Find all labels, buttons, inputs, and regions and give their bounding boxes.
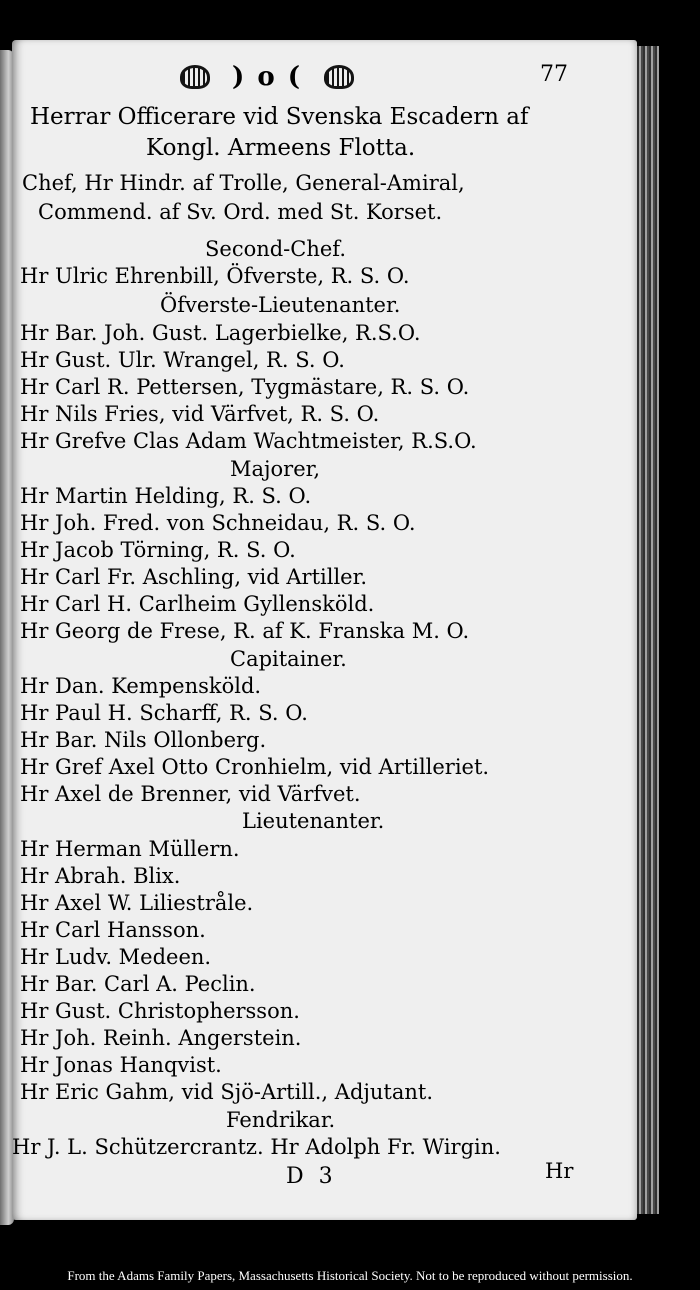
roster-line: Hr Gust. Christophersson. bbox=[20, 999, 300, 1023]
roster-line: Hr Eric Gahm, vid Sjö-Artill., Adjutant. bbox=[20, 1080, 434, 1104]
roster-line: Hr Carl R. Pettersen, Tygmästare, R. S. O. bbox=[20, 375, 470, 399]
page-title-line-1: Herrar Officerare vid Svenska Escadern af bbox=[30, 104, 529, 130]
roster-line: Chef, Hr Hindr. af Trolle, General-Amiral, bbox=[22, 171, 465, 195]
catchword: Hr bbox=[545, 1159, 574, 1183]
roster-line: Hr Ulric Ehrenbill, Öfverste, R. S. O. bbox=[20, 264, 410, 288]
roster-line: Hr Carl H. Carlheim Gyllensköld. bbox=[20, 592, 375, 616]
roster-line: Hr Abrah. Blix. bbox=[20, 864, 181, 888]
page-number: 77 bbox=[540, 62, 568, 87]
roster-line: Hr Axel de Brenner, vid Värfvet. bbox=[20, 782, 361, 806]
rank-heading: Second-Chef. bbox=[205, 237, 347, 261]
roster-line: Hr Bar. Nils Ollonberg. bbox=[20, 728, 267, 752]
rank-heading: Majorer, bbox=[230, 457, 321, 481]
roster-line: Hr Nils Fries, vid Värfvet, R. S. O. bbox=[20, 402, 380, 426]
roster-line: Hr Jonas Hanqvist. bbox=[20, 1053, 222, 1077]
roster-line: Hr Martin Helding, R. S. O. bbox=[20, 484, 312, 508]
roster-line: Hr Paul H. Scharff, R. S. O. bbox=[20, 701, 308, 725]
roster-line: Hr Dan. Kempensköld. bbox=[20, 674, 262, 698]
page-title-line-2: Kongl. Armeens Flotta. bbox=[146, 135, 416, 161]
roster-line: Hr Bar. Joh. Gust. Lagerbielke, R.S.O. bbox=[20, 321, 421, 345]
signature-mark: D 3 bbox=[286, 1164, 337, 1189]
archive-footer-note: From the Adams Family Papers, Massachusetts Historical Society. Not to be reproduced without permission. bbox=[67, 1268, 633, 1283]
rank-heading: Capitainer. bbox=[230, 647, 347, 671]
roster-line: Commend. af Sv. Ord. med St. Korset. bbox=[38, 200, 443, 224]
roster-line: Hr Axel W. Liliestråle. bbox=[20, 891, 254, 915]
roster-line: Hr Gref Axel Otto Cronhielm, vid Artilleriet. bbox=[20, 755, 490, 779]
roster-line: Hr Jacob Törning, R. S. O. bbox=[20, 538, 296, 562]
roster-line: Hr Grefve Clas Adam Wachtmeister, R.S.O. bbox=[20, 429, 477, 453]
roster-line: Hr Herman Müllern. bbox=[20, 837, 240, 861]
shell-ornament-icon bbox=[180, 65, 210, 89]
roster-line: Hr Gust. Ulr. Wrangel, R. S. O. bbox=[20, 348, 345, 372]
page-stack-edge bbox=[637, 46, 659, 1214]
rank-heading: Öfverste-Lieutenanter. bbox=[160, 293, 401, 317]
roster-line: Hr Georg de Frese, R. af K. Franska M. O. bbox=[20, 619, 470, 643]
shell-ornament-icon bbox=[324, 65, 354, 89]
ornament-text: ) o ( bbox=[232, 62, 303, 92]
header-ornament bbox=[180, 62, 354, 92]
roster-line: Hr Joh. Reinh. Angerstein. bbox=[20, 1026, 302, 1050]
roster-line: Hr J. L. Schützercrantz. Hr Adolph Fr. Wirgin. bbox=[12, 1135, 501, 1159]
roster-line: Hr Joh. Fred. von Schneidau, R. S. O. bbox=[20, 511, 416, 535]
rank-heading: Lieutenanter. bbox=[242, 809, 385, 833]
roster-line: Hr Carl Fr. Aschling, vid Artiller. bbox=[20, 565, 368, 589]
rank-heading: Fendrikar. bbox=[226, 1108, 336, 1132]
roster-line: Hr Bar. Carl A. Peclin. bbox=[20, 972, 256, 996]
roster-line: Hr Carl Hansson. bbox=[20, 918, 206, 942]
roster-line: Hr Ludv. Medeen. bbox=[20, 945, 212, 969]
